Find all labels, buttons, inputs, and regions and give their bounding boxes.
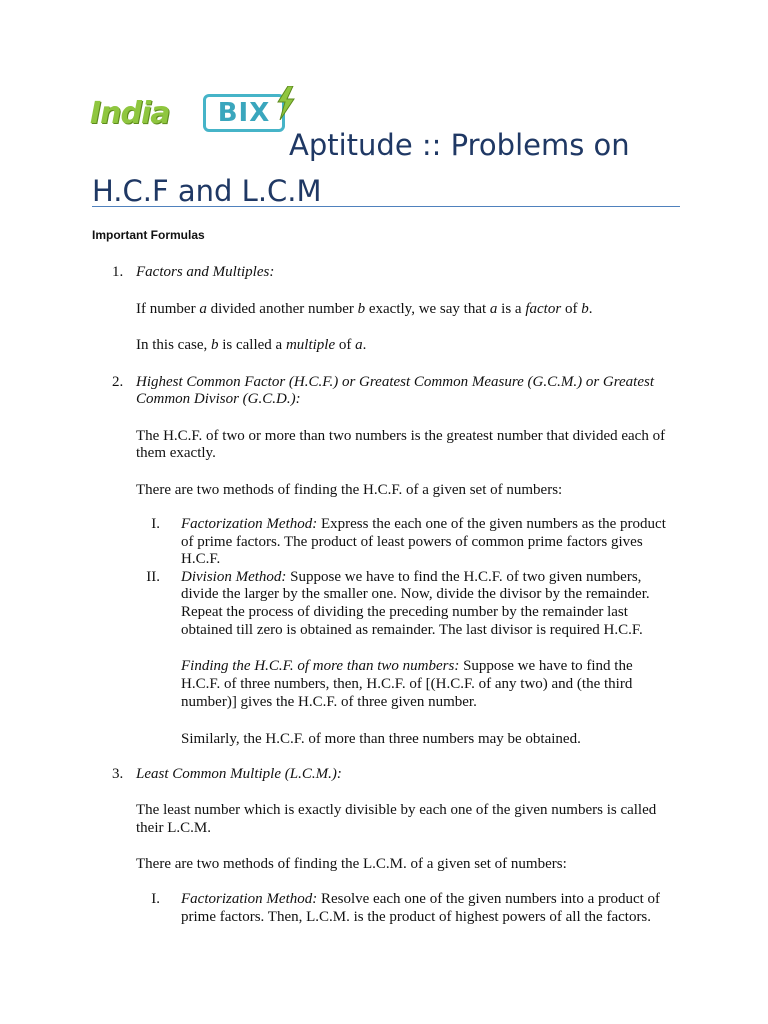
method-line: obtained till zero is obtained as remainder. The last divisor is required H.C.F. (181, 622, 643, 638)
method-line: H.C.F. of three numbers, then, H.C.F. of [(H.C.F. of any two) and (the third (181, 676, 633, 692)
paragraph-line: The least number which is exactly divisible by each one of the given numbers is called (136, 802, 657, 818)
method-line: Division Method: Suppose we have to find the H.C.F. of two given numbers, (181, 569, 642, 585)
title-line-1: Aptitude :: Problems on (289, 128, 630, 162)
item-number: 3. (112, 766, 124, 782)
logo-text-india: India (90, 96, 170, 131)
paragraph-line: There are two methods of finding the H.C.F. of a given set of numbers: (136, 482, 563, 498)
method-line: Factorization Method: Resolve each one of the given numbers into a product of (181, 891, 661, 907)
paragraph-line: There are two methods of finding the L.C.M. of a given set of numbers: (136, 856, 567, 872)
method-numeral: II. (146, 569, 160, 585)
paragraph-line: The H.C.F. of two or more than two numbers is the greatest number that divided each of (136, 428, 666, 444)
method-line: H.C.F. (181, 551, 221, 567)
method-line: number)] gives the H.C.F. of three given number. (181, 694, 477, 710)
section-heading: Important Formulas (92, 228, 205, 242)
item-heading: Factors and Multiples: (136, 264, 275, 280)
paragraph-line: them exactly. (136, 445, 216, 461)
method-line: of prime factors. The product of least powers of common prime factors gives (181, 534, 643, 550)
title-line-2: H.C.F and L.C.M (92, 174, 322, 208)
item-heading-line-1: Highest Common Factor (H.C.F.) or Greatest Common Measure (G.C.M.) or Greatest (136, 374, 655, 390)
paragraph-line: their L.C.M. (136, 820, 211, 836)
method-line: Repeat the process of dividing the preceding number by the remainder last (181, 604, 628, 620)
item-number: 2. (112, 374, 124, 390)
method-numeral: I. (151, 891, 160, 907)
method-line: Finding the H.C.F. of more than two numbers: Suppose we have to find the (181, 658, 633, 674)
paragraph: In this case, b is called a multiple of a. (136, 337, 367, 353)
method-numeral: I. (151, 516, 160, 532)
logo-text-bix: BIX (217, 98, 271, 128)
item-heading-line-2: Common Divisor (G.C.D.): (136, 391, 301, 407)
paragraph: If number a divided another number b exactly, we say that a is a factor of b. (136, 301, 593, 317)
item-number: 1. (112, 264, 124, 280)
page-title (92, 122, 682, 214)
method-line: prime factors. Then, L.C.M. is the product of highest powers of all the factors. (181, 909, 652, 925)
method-line: Factorization Method: Express the each one of the given numbers as the product (181, 516, 666, 532)
item-heading: Least Common Multiple (L.C.M.): (136, 766, 342, 782)
lightning-bolt-icon (274, 86, 298, 120)
title-underline (92, 206, 680, 207)
method-line: divide the larger by the smaller one. Now, divide the divisor by the remainder. (181, 586, 650, 602)
method-line: Similarly, the H.C.F. of more than three numbers may be obtained. (181, 731, 581, 747)
